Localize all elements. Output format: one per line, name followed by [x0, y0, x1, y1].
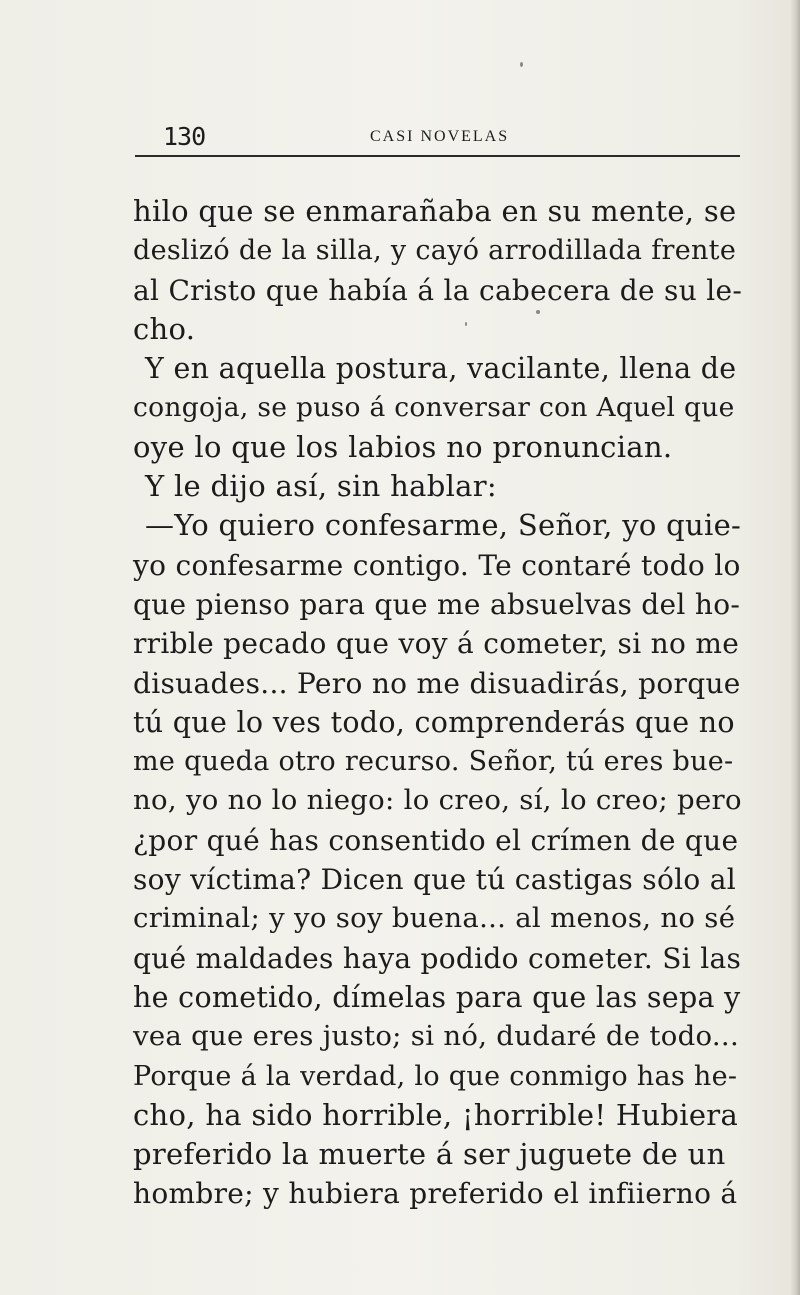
text-line: rrible pecado que voy á cometer, si no me	[133, 627, 740, 661]
text-line: oye lo que los labios no pronuncian.	[133, 429, 673, 464]
text-line: ¿por qué has consentido el crímen de que	[133, 823, 739, 857]
text-line: disuades... Pero no me disuadirás, porque	[133, 666, 741, 700]
body-text	[133, 192, 743, 1214]
text-line: deslizó de la silla, y cayó arrodillada frente	[133, 235, 737, 267]
text-line: Porque á la verdad, lo que conmigo has he-	[133, 1060, 738, 1092]
page-number: 130	[163, 122, 206, 151]
text-line: —Yo quiero confesarme, Señor, yo quie-	[145, 508, 742, 543]
text-line: no, yo no lo niego: lo creo, sí, lo creo; pero	[133, 784, 742, 817]
text-line: hilo que se enmarañaba en su mente, se	[133, 194, 737, 228]
text-line: tú que lo ves todo, comprenderás que no	[133, 705, 735, 739]
text-line: cho.	[133, 311, 196, 346]
text-line: he cometido, dímelas para que las sepa y	[133, 980, 741, 1014]
text-line: yo confesarme contigo. Te contaré todo lo	[133, 548, 741, 582]
text-line: al Cristo que había á la cabecera de su le-	[133, 273, 743, 307]
text-line: congoja, se puso á conversar con Aquel que	[133, 392, 735, 424]
text-line: preferido la muerte á ser juguete de un	[133, 1137, 726, 1172]
text-line: Y le dijo así, sin hablar:	[145, 469, 497, 504]
text-line: hombre; y hubiera preferido el infiierno á	[133, 1177, 738, 1211]
text-line: cho, ha sido horrible, ¡horrible! Hubiera	[133, 1097, 739, 1132]
header-rule	[135, 155, 740, 157]
text-line: qué maldades haya podido cometer. Si las	[133, 941, 742, 975]
text-line: me queda otro recurso. Señor, tú eres bue-	[133, 746, 734, 778]
text-line: vea que eres justo; si nó, dudaré de todo...	[133, 1020, 739, 1053]
running-head: CASI NOVELAS	[370, 128, 510, 145]
text-line: criminal; y yo soy buena... al menos, no sé	[133, 902, 736, 935]
page-edge-shadow	[790, 0, 800, 1295]
text-line: Y en aquella postura, vacilante, llena de	[145, 352, 737, 386]
text-line: que pienso para que me absuelvas del ho-	[133, 587, 741, 621]
ink-speck	[520, 62, 523, 67]
text-line: soy víctima? Dicen que tú castigas sólo al	[133, 863, 736, 897]
page-header	[135, 122, 740, 152]
